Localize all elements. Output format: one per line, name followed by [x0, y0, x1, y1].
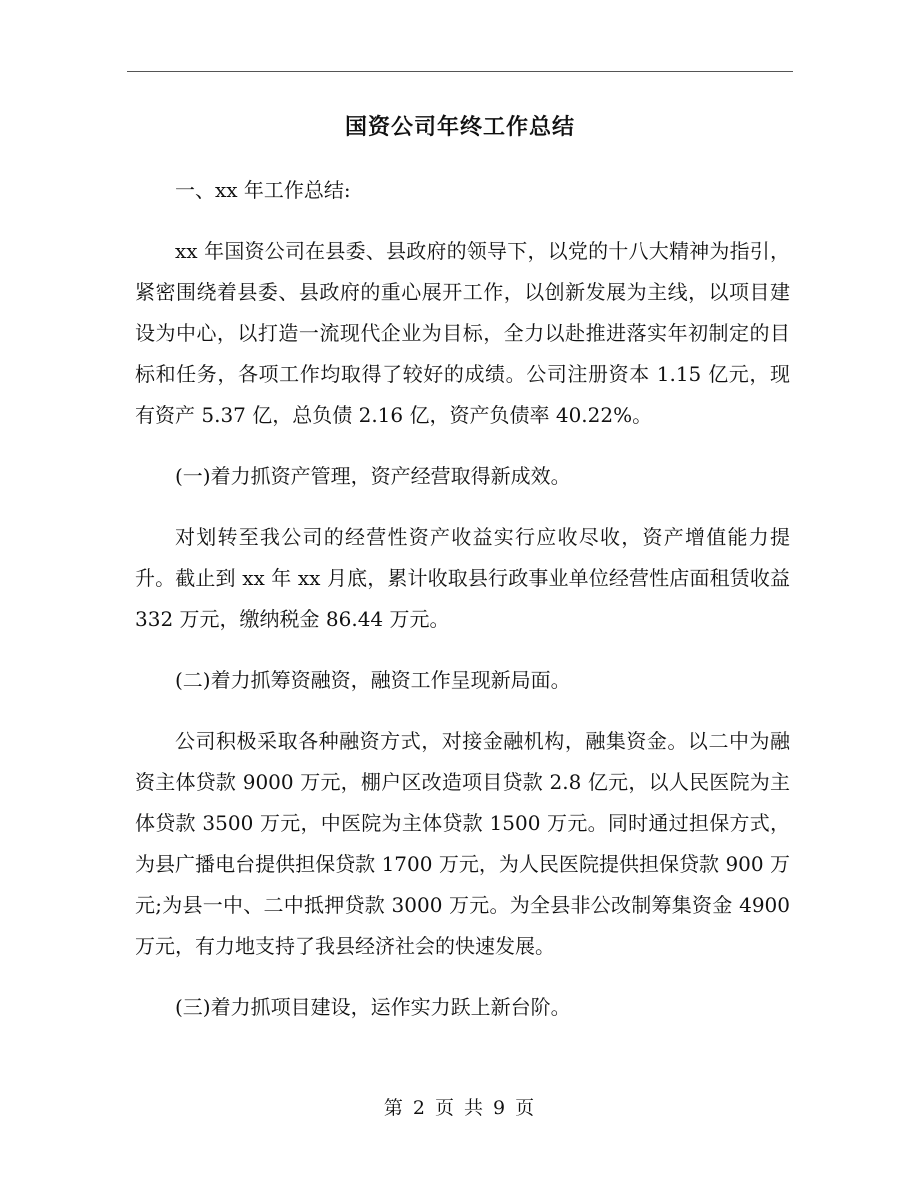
document-body — [135, 170, 790, 1048]
section-heading: 一、xx 年工作总结: — [175, 178, 351, 202]
subheading-financing: (二)着力抓筹资融资，融资工作呈现新局面。 — [175, 668, 571, 692]
document-title: 国资公司年终工作总结 — [344, 114, 575, 140]
paragraph-asset-management: 对划转至我公司的经营性资产收益实行应收尽收，资产增值能力提升。截止到 xx 年 xx 月底，累计收取县行政事业单位经营性店面租赁收益 332 万元，缴纳税金 86.44 万元。 — [135, 525, 790, 631]
subheading-asset-management: (一)着力抓资产管理，资产经营取得新成效。 — [175, 464, 571, 488]
subheading-project-construction: (三)着力抓项目建设，运作实力跃上新台阶。 — [175, 995, 571, 1019]
page-number-footer: 第 2 页 共 9 页 — [383, 1097, 537, 1119]
paragraph-overview: xx 年国资公司在县委、县政府的领导下，以党的十八大精神为指引，紧密围绕着县委、县政府的重心展开工作，以创新发展为主线，以项目建设为中心，以打造一流现代企业为目标，全力以赴推进落实年初制定的目标和任务，各项工作均取得了较好的成绩。公司注册资本 1.15 亿元，现有资产 5.37 亿，总负债 2.16 亿，资产负债率 40.22%。 — [135, 239, 790, 427]
header-rule — [127, 71, 793, 72]
paragraph-financing: 公司积极采取各种融资方式，对接金融机构，融集资金。以二中为融资主体贷款 9000 万元，棚户区改造项目贷款 2.8 亿元，以人民医院为主体贷款 3500 万元，中医院为主体贷款 1500 万元。同时通过担保方式，为县广播电台提供担保贷款 1700 万元，为人民医院提供担保贷款 900 万元;为县一中、二中抵押贷款 3000 万元。为全县非公改制筹集资金 4900 万元，有力地支持了我县经济社会的快速发展。 — [135, 729, 790, 958]
